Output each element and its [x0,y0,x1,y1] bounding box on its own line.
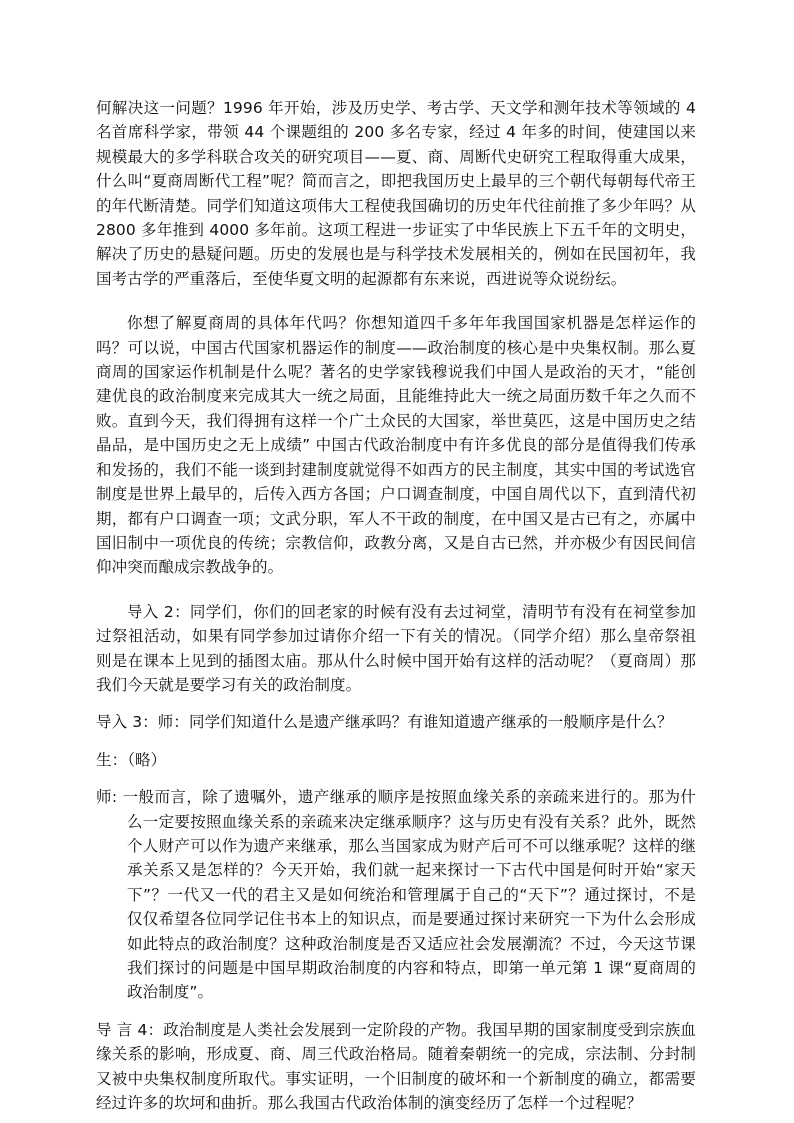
document-page [96,96,696,1115]
paragraph-intro-continuation: 何解决这一问题？1996 年开始，涉及历史学、考古学、天文学和测年技术等领域的 4 名首席科学家，带领 44 个课题组的 200 多名专家，经过 4 年多的时间，使建国以来规模最大的多学科联合攻关的研究项目——夏、商、周断代史研究工程取得重大成果，什么叫“夏商周断代工程”呢？简而言之，即把我国历史上最早的三个朝代每朝每代帝王的年代断清楚。同学们知道这项伟大工程使我国确切的历史年代往前推了多少年吗？从 2800 多年推到 4000 多年前。这项工程进一步证实了中华民族上下五千年的文明史，解决了历史的悬疑问题。历史的发展也是与科学技术发展相关的，例如在民国初年，我国考古学的严重落后，至使华夏文明的起源都有东来说，西进说等众说纷纭。 [96,99,696,288]
paragraph-student-reply: 生：（略） [96,750,167,769]
paragraph-introduction-3: 导入 3：师：同学们知道什么是遗产继承吗？有谁知道遗产继承的一般顺序是什么？ [96,713,673,732]
paragraph-introduction-2: 导入 2：同学们，你们的回老家的时候有没有去过祠堂，清明节有没有在祠堂参加过祭祖活动，如果有同学参加过请你介绍一下有关的情况。（同学介绍）那么皇帝祭祖则是在课本上见到的插图太庙。那从什么时候中国开始有这样的活动呢？（夏商周）那我们今天就是要学习有关的政治制度。 [96,602,696,694]
paragraph-introduction-4: 导 言 4：政治制度是人类社会发展到一定阶段的产物。我国早期的国家制度受到宗族血缘关系的影响，形成夏、商、周三代政治格局。随着秦朝统一的完成，宗法制、分封制又被中央集权制度所取代。事实证明，一个旧制度的破坏和一个新制度的确立，都需要经过许多的坎坷和曲折。那么我国古代政治体制的演变经历了怎样一个过程呢？ [96,1020,696,1113]
paragraph-political-system: 你想了解夏商周的具体年代吗？你想知道四千多年年我国国家机器是怎样运作的吗？可以说，中国古代国家机器运作的制度——政治制度的核心是中央集权制。那么夏商周的国家运作机制是什么呢？著名的史学家钱穆说我们中国人是政治的天才，“能创建优良的政治制度来完成其大一统之局面，且能维持此大一统之局面历数千年之久而不败。直到今天，我们得拥有这样一个广土众民的大国家，举世莫匹，这是中国历史之结晶品，是中国历史之无上成绩” 中国古代政治制度中有许多优良的部分是值得我们传承和发扬的，我们不能一谈到封建制度就觉得不如西方的民主制度，其实中国的考试选官制度是世界上最早的，后传入西方各国；户口调查制度，中国自周代以下，直到清代初期，都有户口调查一项；文武分职，军人不干政的制度，在中国又是古已有之，亦属中国旧制中一项优良的传统；宗教信仰，政教分离，又是自古已然，并亦极少有因民间信仰冲突而酿成宗教战争的。 [96,314,696,577]
paragraph-teacher-explanation: 师: 一般而言，除了遗嘱外，遗产继承的顺序是按照血缘关系的亲疏来进行的。那为什么一定要按照血缘关系的亲疏来决定继承顺序？这与历史有没有关系？此外，既然个人财产可以作为遗产来继承，那么当国家成为财产后可不可以继承呢？这样的继承关系又是怎样的？今天开始，我们就一起来探讨一下古代中国是何时开始“家天下”？一代又一代的君主又是如何统治和管理属于自己的“天下”？通过探讨，不是仅仅希望各位同学记住书本上的知识点，而是要通过探讨来研究一下为什么会形成如此特点的政治制度？这种政治制度是否又适应社会发展潮流？不过，今天这节课我们探讨的问题是中国早期政治制度的内容和特点，即第一单元第 1 课“夏商周的政治制度”。 [96,788,696,1002]
